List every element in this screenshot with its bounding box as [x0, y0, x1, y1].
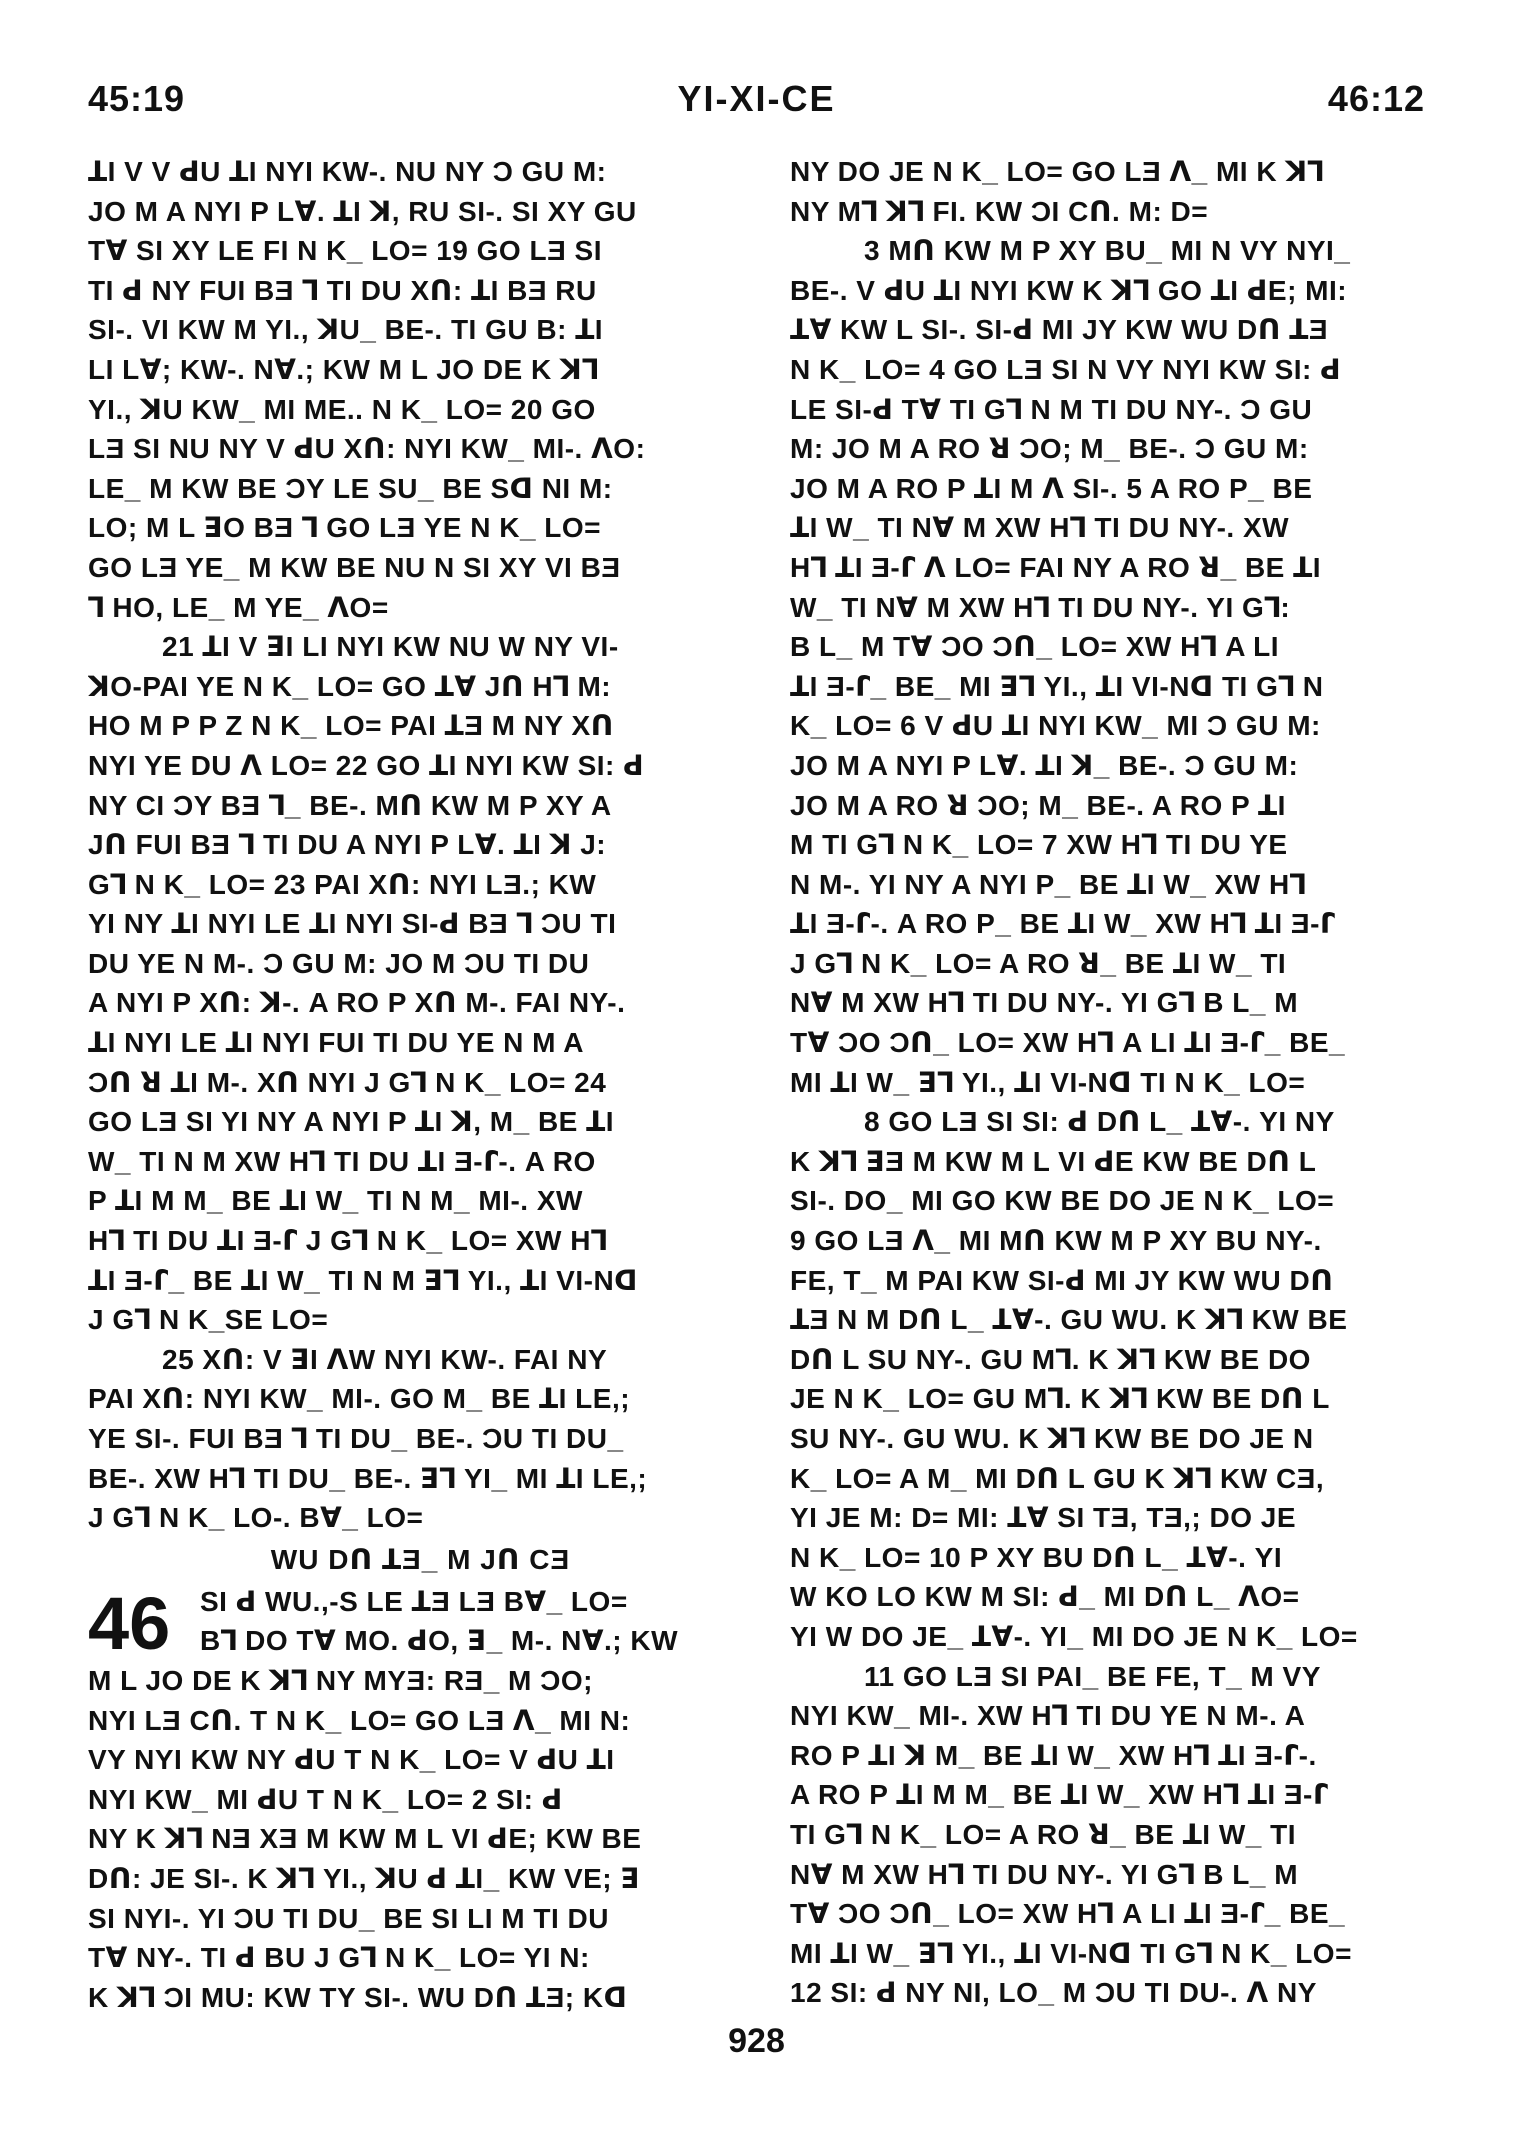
text-line: LI Lꓯ; KW-. Nꓯ.; KW M L JO DE K ꓘꓶ [88, 353, 599, 385]
text-line: NYI YE DU ꓥ LO= 22 GO ꓕI NYI KW SI: ꓒ [88, 749, 645, 781]
header-book-title: YI-XI-CE [677, 78, 836, 119]
text-line: W_ TI N M XW Hꓶ TI DU ꓕI Ǝ-ꓩ-. A RO [88, 1145, 596, 1177]
header-right-reference: 46:12 [1327, 78, 1425, 119]
text-line: JO M A NYI P Lꓯ. ꓕI ꓘ_ BE-. Ͻ GU M: [790, 749, 1299, 781]
right-block-2 [790, 231, 1450, 1102]
text-line: SI ꓒ WU.,-S LE ꓕƎ LƎ Bꓯ_ LO= [200, 1585, 628, 1617]
text-line: BE-. XW Hꓶ TI DU_ BE-. ꓱꓶ YI_ MI ꓕI LE,; [88, 1462, 648, 1494]
text-line: ꓕI Ǝ-ꓩ-. A RO P_ BE ꓕI W_ XW Hꓶ ꓕI Ǝ-ꓩ [790, 908, 1336, 940]
header-left-reference: 45:19 [88, 78, 186, 119]
text-line: A RO P ꓕI M M_ BE ꓕI W_ XW Hꓶ ꓕI Ǝ-ꓩ [790, 1779, 1329, 1811]
text-line: SI NYI-. YI ϽU TI DU_ BE SI LI M TI DU [88, 1902, 609, 1934]
text-line: Tꓯ NY-. TI ꓒ BU J Gꓶ N K_ LO= YI N: [88, 1942, 590, 1974]
text-line: ꓶ HO, LE_ M YE_ ꓥO= [88, 591, 389, 623]
text-line: ꓘO-PAI YE N K_ LO= GO ꓕꓯ Jꓵ Hꓶ M: [88, 670, 612, 702]
text-line: M TI Gꓶ N K_ LO= 7 XW Hꓶ TI DU YE [790, 829, 1288, 861]
text-line: SU NY-. GU WU. K ꓘꓶ KW BE DO JE N [790, 1423, 1314, 1454]
text-line: FE, T_ M PAI KW SI-ꓒ MI JY KW WU Dꓵ [790, 1264, 1334, 1296]
text-line: JE N K_ LO= GU Mꓶ. K ꓘꓶ KW BE Dꓵ L [790, 1383, 1330, 1415]
text-line: 11 GO LƎ SI PAI_ BE FE, T_ M VY [864, 1660, 1321, 1692]
text-line: K_ LO= 6 V ꓒU ꓕI NYI KW_ MI Ͻ GU M: [790, 710, 1321, 742]
text-line: Bꓶ DO Tꓯ MO. ꓒO, ꓱ_ M-. Nꓯ.; KW [200, 1625, 679, 1657]
text-line: N K_ LO= 10 P XY BU Dꓵ L_ ꓕꓯ-. YI [790, 1541, 1283, 1573]
text-line: MI ꓕI W_ ꓱꓶ YI., ꓕI VI-Nꓷ TI Gꓶ N K_ LO= [790, 1937, 1352, 1969]
text-line: W KO LO KW M SI: ꓒ_ MI Dꓵ L_ ꓥO= [790, 1581, 1300, 1613]
text-line: B L_ M Tꓯ ϽO Ͻꓵ_ LO= XW Hꓶ A LI [790, 631, 1280, 663]
text-line: ꓕƎ N M Dꓵ L_ ꓕꓯ-. GU WU. K ꓘꓶ KW BE [790, 1304, 1348, 1336]
text-line: J Gꓶ N K_ LO-. Bꓯ_ LO= [88, 1502, 424, 1534]
text-line: JO M A NYI P Lꓯ. ꓕI ꓘ, RU SI-. SI XY GU [88, 195, 637, 227]
text-line: 9 GO LƎ ꓥ_ MI Mꓵ KW M P XY BU NY-. [790, 1225, 1322, 1257]
chapter-opening [88, 1581, 753, 1665]
text-line: A NYI P Xꓵ: ꓘ-. A RO P Xꓵ M-. FAI NY-. [88, 987, 626, 1019]
text-line: GO LƎ YE_ M KW BE NU N SI XY VI BƎ [88, 551, 621, 583]
text-line: Dꓵ: JE SI-. K ꓘꓶ YI., ꓘU ꓒ ꓕI_ KW VE; ꓱ [88, 1862, 641, 1894]
text-line: Tꓯ ϽO Ͻꓵ_ LO= XW Hꓶ A LI ꓕI Ǝ-ꓩ_ BE_ [790, 1027, 1346, 1059]
text-line: ꓕI W_ TI Nꓯ M XW Hꓶ TI DU NY-. XW [790, 512, 1290, 544]
right-column [790, 152, 1450, 2013]
text-line: K ꓘꓶ ϽI MU: KW TY SI-. WU Dꓵ ꓕƎ; Kꓷ [88, 1981, 628, 2013]
left-block-1 [88, 152, 753, 627]
text-line: Jꓵ FUI BƎ ꓶ TI DU A NYI P Lꓯ. ꓕI ꓘ J: [88, 829, 607, 861]
text-line: SI-. VI KW M YI., ꓘU_ BE-. TI GU B: ꓕI [88, 314, 604, 346]
text-line: NYI LƎ Cꓵ. T N K_ LO= GO LƎ ꓥ_ MI N: [88, 1704, 631, 1736]
text-line: JO M A RO ꓤ ϽO; M_ BE-. A RO P ꓕI [790, 789, 1286, 821]
text-line: ꓕI Ǝ-ꓩ_ BE_ MI ꓱꓶ YI., ꓕI VI-Nꓷ TI Gꓶ N [790, 670, 1324, 702]
text-line: 8 GO LƎ SI SI: ꓒ Dꓵ L_ ꓕꓯ-. YI NY [864, 1106, 1335, 1138]
text-line: Dꓵ L SU NY-. GU Mꓶ. K ꓘꓶ KW BE DO [790, 1343, 1311, 1375]
text-line: K ꓘꓶ ꓱƎ M KW M L VI ꓒE KW BE Dꓵ L [790, 1145, 1317, 1177]
text-line: YI., ꓘU KW_ MI ME.. N K_ LO= 20 GO [88, 393, 596, 425]
text-line: NY CI ϽY BƎ ꓶ_ BE-. Mꓵ KW M P XY A [88, 789, 612, 821]
text-line: 25 Xꓵ: V ꓱI ꓥW NYI KW-. FAI NY [162, 1343, 608, 1375]
text-line: ꓕꓯ KW L SI-. SI-ꓒ MI JY KW WU Dꓵ ꓕƎ [790, 314, 1329, 346]
text-line: MI ꓕI W_ ꓱꓶ YI., ꓕI VI-Nꓷ TI N K_ LO= [790, 1066, 1306, 1098]
text-line: Hꓶ TI DU ꓕI Ǝ-ꓩ J Gꓶ N K_ LO= XW Hꓶ [88, 1225, 608, 1257]
text-line: J Gꓶ N K_SE LO= [88, 1304, 329, 1336]
text-line: LE_ M KW BE ϽY LE SU_ BE Sꓷ NI M: [88, 472, 613, 504]
text-line: J Gꓶ N K_ LO= A RO ꓤ_ BE ꓕI W_ TI [790, 947, 1287, 979]
text-line: TI Gꓶ N K_ LO= A RO ꓤ_ BE ꓕI W_ TI [790, 1818, 1297, 1850]
left-column [88, 152, 753, 2017]
text-line: NYI KW_ MI-. XW Hꓶ TI DU YE N M-. A [790, 1700, 1306, 1732]
text-line: Ͻꓵ ꓤ ꓕI M-. Xꓵ NYI J Gꓶ N K_ LO= 24 [88, 1066, 607, 1098]
right-block-1 [790, 152, 1450, 231]
page-number: 928 [728, 2022, 785, 2060]
text-line: LƎ SI NU NY V ꓒU Xꓵ: NYI KW_ MI-. ꓥO: [88, 433, 646, 465]
right-block-4 [790, 1657, 1450, 2013]
text-line: Gꓶ N K_ LO= 23 PAI Xꓵ: NYI LƎ.; KW [88, 868, 597, 900]
left-block-4 [88, 1661, 753, 2017]
text-line: 21 ꓕI V ꓱI LI NYI KW NU W NY VI- [162, 631, 619, 663]
chapter-number: 46 [88, 1581, 171, 1665]
text-line: Hꓶ ꓕI Ǝ-ꓩ ꓥ LO= FAI NY A RO ꓤ_ BE ꓕI [790, 551, 1322, 583]
text-line: NYI KW_ MI ꓒU T N K_ LO= 2 SI: ꓒ [88, 1783, 563, 1815]
text-line: TI ꓒ NY FUI BƎ ꓶ TI DU Xꓵ: ꓕI BƎ RU [88, 274, 597, 306]
text-line: YI W DO JE_ ꓕꓯ-. YI_ MI DO JE N K_ LO= [790, 1620, 1358, 1652]
text-line: BE-. V ꓒU ꓕI NYI KW K ꓘꓶ GO ꓕI ꓒE; MI: [790, 274, 1348, 306]
text-line: YI JE M: D= MI: ꓕꓯ SI TƎ, TƎ,; DO JE [790, 1502, 1297, 1534]
text-line: P ꓕI M M_ BE ꓕI W_ TI N M_ MI-. XW [88, 1185, 583, 1217]
text-line: N K_ LO= 4 GO LƎ SI N VY NYI KW SI: ꓒ [790, 353, 1342, 385]
text-line: RO P ꓕI ꓘ M_ BE ꓕI W_ XW Hꓶ ꓕI Ǝ-ꓩ-. [790, 1739, 1317, 1771]
text-line: LO; M L ꓱO BƎ ꓶ GO LƎ YE N K_ LO= [88, 512, 602, 544]
text-line: NY K ꓘꓶ NƎ XƎ M KW M L VI ꓒE; KW BE [88, 1823, 642, 1855]
running-header [0, 78, 1513, 128]
text-line: N M-. YI NY A NYI P_ BE ꓕI W_ XW Hꓶ [790, 868, 1306, 900]
text-line: ꓕI NYI LE ꓕI NYI FUI TI DU YE N M A [88, 1027, 584, 1059]
text-line: YI NY ꓕI NYI LE ꓕI NYI SI-ꓒ BƎ ꓶ ϽU TI [88, 908, 617, 940]
text-line: W_ TI Nꓯ M XW Hꓶ TI DU NY-. YI Gꓶ: [790, 591, 1291, 623]
text-line: 3 Mꓵ KW M P XY BU_ MI N VY NYI_ [864, 235, 1351, 267]
text-line: ꓕI Ǝ-ꓩ_ BE ꓕI W_ TI N M ꓱꓶ YI., ꓕI VI-Nꓷ [88, 1264, 638, 1296]
text-line: M: JO M A RO ꓤ ϽO; M_ BE-. Ͻ GU M: [790, 433, 1309, 465]
text-line: PAI Xꓵ: NYI KW_ MI-. GO M_ BE ꓕI LE,; [88, 1383, 631, 1415]
text-line: K_ LO= A M_ MI Dꓵ L GU K ꓘꓶ KW CƎ, [790, 1462, 1325, 1494]
text-line: Tꓯ SI XY LE FI N K_ LO= 19 GO LƎ SI [88, 235, 602, 267]
text-line: HO M P P Z N K_ LO= PAI ꓕƎ M NY Xꓵ [88, 710, 614, 742]
text-line: 12 SI: ꓒ NY NI, LO_ M ϽU TI DU-. ꓥ NY [790, 1977, 1317, 2009]
section-title: WU Dꓵ ꓕƎ_ M Jꓵ CƎ [270, 1543, 571, 1575]
text-line: NY Mꓶ ꓘꓶ FI. KW ϽI Cꓵ. M: D= [790, 195, 1209, 227]
text-line: Tꓯ ϽO Ͻꓵ_ LO= XW Hꓶ A LI ꓕI Ǝ-ꓩ_ BE_ [790, 1898, 1346, 1930]
text-line: YE SI-. FUI BƎ ꓶ TI DU_ BE-. ϽU TI DU_ [88, 1423, 624, 1454]
right-block-3 [790, 1102, 1450, 1656]
text-line: LE SI-ꓒ Tꓯ TI Gꓶ N M TI DU NY-. Ͻ GU [790, 393, 1313, 425]
text-line: VY NYI KW NY ꓒU T N K_ LO= V ꓒU ꓕI [88, 1744, 615, 1776]
text-line: SI-. DO_ MI GO KW BE DO JE N K_ LO= [790, 1185, 1335, 1217]
text-line: M L JO DE K ꓘꓶ NY MYƎ: RƎ_ M ϽO; [88, 1664, 593, 1696]
left-block-3 [88, 1340, 753, 1538]
text-line: DU YE N M-. Ͻ GU M: JO M ϽU TI DU [88, 947, 590, 979]
text-line: Nꓯ M XW Hꓶ TI DU NY-. YI Gꓶ B L_ M [790, 987, 1299, 1019]
text-line: GO LƎ SI YI NY A NYI P ꓕI ꓘ, M_ BE ꓕI [88, 1106, 614, 1138]
text-line: ꓕI V V ꓒU ꓕI NYI KW-. NU NY Ͻ GU M: [88, 156, 607, 187]
text-line: NY DO JE N K_ LO= GO LƎ ꓥ_ MI K ꓘꓶ [790, 156, 1324, 187]
left-block-2 [88, 627, 753, 1340]
text-line: Nꓯ M XW Hꓶ TI DU NY-. YI Gꓶ B L_ M [790, 1858, 1299, 1890]
text-line: JO M A RO P ꓕI M ꓥ SI-. 5 A RO P_ BE [790, 472, 1313, 504]
